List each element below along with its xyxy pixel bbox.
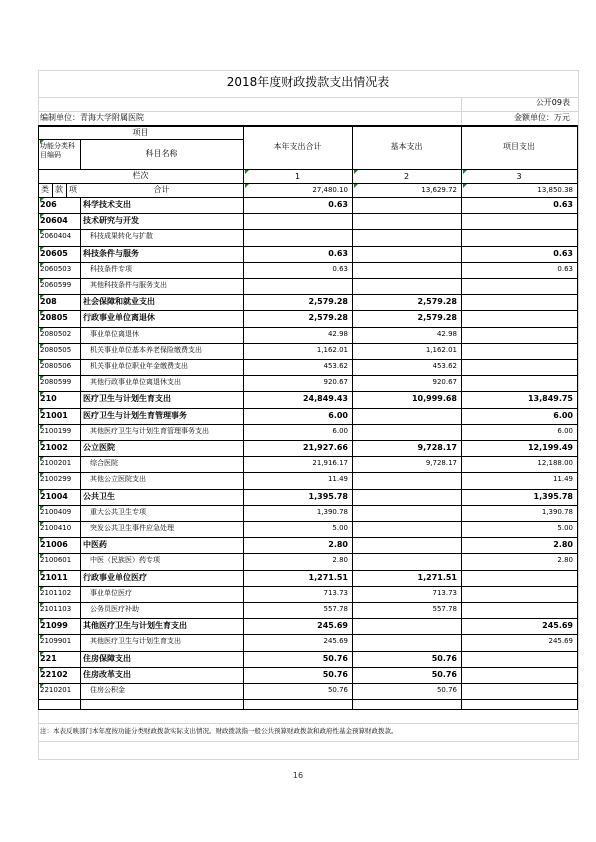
row-divider	[38, 327, 578, 328]
sum-label: 合计	[153, 185, 170, 194]
row-divider	[38, 489, 578, 490]
table-bottom-border	[38, 709, 578, 710]
row-basic: 1,162.01	[425, 346, 457, 354]
cell-marker	[40, 344, 44, 348]
row-basic: 453.62	[432, 362, 457, 370]
cell-marker	[463, 184, 467, 188]
row-divider	[38, 391, 578, 392]
row-subject-name: 住房保障支出	[83, 654, 131, 663]
grid-line	[38, 111, 578, 112]
header-project: 项目	[132, 128, 149, 137]
amount-unit: 金额单位：万元	[514, 113, 570, 122]
row-code: 2100410	[40, 524, 72, 532]
row-divider	[38, 375, 578, 376]
cell-marker	[40, 619, 44, 623]
cell-marker	[40, 506, 44, 510]
cell-marker	[40, 571, 44, 575]
row-total: 2.80	[332, 556, 348, 564]
row-project: 6.00	[557, 427, 573, 435]
row-divider	[38, 602, 578, 603]
row-subject-name: 机关事业单位基本养老保险缴费支出	[90, 346, 202, 354]
row-divider	[38, 651, 578, 652]
row-code: 21002	[40, 443, 68, 452]
row-total: 1,395.78	[308, 492, 348, 501]
row-subject-name: 行政事业单位医疗	[83, 573, 147, 582]
cell-marker	[40, 230, 44, 234]
grid-line	[38, 741, 578, 742]
grid-bottom-edge	[38, 759, 578, 760]
row-code: 20604	[40, 216, 68, 225]
row-subject-name: 突发公共卫生事件应急处理	[90, 524, 174, 532]
row-total: 21,916.17	[312, 459, 348, 467]
row-project: 1,390.78	[541, 508, 573, 516]
cell-marker	[40, 457, 44, 461]
header-kuan: 款	[55, 185, 63, 194]
grid-line	[461, 97, 462, 125]
row-code: 221	[40, 654, 57, 663]
row-divider	[38, 456, 578, 457]
row-basic: 920.67	[432, 378, 457, 386]
row-subject-name: 住房公积金	[90, 686, 125, 694]
row-total: 2.80	[328, 540, 348, 549]
row-divider	[38, 505, 578, 506]
row-code: 21004	[40, 492, 68, 501]
row-code: 2060503	[40, 265, 72, 273]
row-project: 2.80	[553, 540, 573, 549]
row-subject-name: 技术研究与开发	[83, 216, 139, 225]
row-basic: 1,271.51	[417, 573, 457, 582]
header-line	[38, 183, 578, 184]
row-subject-name: 机关事业单位职业年金缴费支出	[90, 362, 188, 370]
cell-marker	[40, 214, 44, 218]
row-code: 2100201	[40, 459, 72, 467]
row-divider	[38, 294, 578, 295]
row-project: 5.00	[557, 524, 573, 532]
row-total: 453.62	[323, 362, 348, 370]
row-project: 11.49	[552, 475, 573, 483]
row-subject-name: 中医药	[83, 540, 107, 549]
row-basic: 50.76	[436, 686, 457, 694]
cell-marker	[40, 263, 44, 267]
row-total: 42.98	[327, 330, 348, 338]
row-divider	[38, 553, 578, 554]
cell-marker	[40, 279, 44, 283]
cell-marker	[40, 473, 44, 477]
row-subject-name: 公立医院	[83, 443, 115, 452]
row-total: 0.63	[332, 265, 348, 273]
cell-marker	[40, 522, 44, 526]
row-code: 206	[40, 200, 57, 209]
row-code: 2080502	[40, 330, 72, 338]
row-code: 2100199	[40, 427, 72, 435]
row-subject-name: 事业单位离退休	[90, 330, 139, 338]
header-total: 本年支出合计	[273, 142, 322, 151]
row-divider	[38, 618, 578, 619]
row-subject-name: 其他行政事业单位离退休支出	[90, 378, 181, 386]
row-code: 2101103	[40, 605, 72, 613]
row-code: 2100299	[40, 475, 72, 483]
row-total: 2,579.28	[308, 313, 348, 322]
grid-top-edge	[38, 70, 578, 71]
row-subject-name: 公务员医疗补助	[90, 605, 139, 613]
row-subject-name: 其他医疗卫生与计划生育支出	[83, 621, 187, 630]
row-subject-name: 科技条件与服务	[83, 249, 139, 258]
row-basic: 50.76	[431, 670, 457, 679]
row-total: 0.63	[328, 249, 348, 258]
row-total: 5.00	[332, 524, 348, 532]
row-total: 245.69	[323, 637, 348, 645]
row-subject-name: 其他医疗卫生与计划生育支出	[90, 637, 181, 645]
row-code: 2080506	[40, 362, 72, 370]
cell-marker	[40, 311, 44, 315]
row-code: 2060599	[40, 281, 72, 289]
cell-marker	[354, 170, 358, 174]
cell-marker	[40, 360, 44, 364]
cell-marker	[40, 635, 44, 639]
sheet-title: 2018年度财政拨款支出情况表	[226, 75, 390, 89]
row-code: 2109901	[40, 637, 72, 645]
row-project: 245.69	[548, 637, 573, 645]
row-code: 2080599	[40, 378, 72, 386]
row-code: 21011	[40, 573, 68, 582]
row-code: 2100601	[40, 556, 72, 564]
row-project: 12,199.49	[527, 443, 573, 452]
cell-marker	[40, 554, 44, 558]
row-divider	[38, 213, 578, 214]
row-divider	[38, 667, 578, 668]
header-line	[38, 169, 578, 170]
row-subject-name: 其他科技条件与服务支出	[90, 281, 167, 289]
row-subject-name: 其他公立医院支出	[90, 475, 146, 483]
row-total: 557.78	[323, 605, 348, 613]
row-project: 12,188.00	[537, 459, 573, 467]
cell-marker	[40, 684, 44, 688]
cell-marker	[40, 198, 44, 202]
row-total: 1,271.51	[308, 573, 348, 582]
sum-project: 13,850.38	[537, 186, 573, 194]
row-subject-name: 综合医院	[90, 459, 118, 467]
sum-total: 27,480.10	[312, 186, 348, 194]
row-total: 245.69	[317, 621, 348, 630]
row-project: 0.63	[553, 249, 573, 258]
row-divider	[38, 699, 578, 700]
row-divider	[38, 310, 578, 311]
cell-marker	[40, 328, 44, 332]
row-code: 21001	[40, 411, 68, 420]
row-basic: 9,728.17	[425, 459, 457, 467]
row-project: 0.63	[557, 265, 573, 273]
row-divider	[38, 408, 578, 409]
cell-marker	[354, 184, 358, 188]
row-total: 1,390.78	[316, 508, 348, 516]
row-subject-name: 事业单位医疗	[90, 589, 132, 597]
header-func-code: 功能分类科目编码	[40, 142, 75, 160]
row-subject-name: 科技条件专项	[90, 265, 132, 273]
row-code: 21006	[40, 540, 68, 549]
cell-marker	[40, 587, 44, 591]
cell-marker	[40, 652, 44, 656]
table-note: 注：本表反映部门本年度按功能分类财政拨款实际支出情况。财政拨款指一般公共预算财政拨款和政府性基金预算财政拨款。	[40, 727, 398, 735]
row-total: 11.49	[327, 475, 348, 483]
row-basic: 713.73	[432, 589, 457, 597]
row-project: 13,849.75	[527, 394, 573, 403]
cell-marker	[40, 441, 44, 445]
page-number: 16	[292, 771, 304, 780]
header-basic: 基本支出	[390, 142, 423, 151]
row-subject-name: 公共卫生	[83, 492, 115, 501]
row-basic: 9,728.17	[417, 443, 457, 452]
row-basic: 2,579.28	[417, 313, 457, 322]
row-total: 1,162.01	[316, 346, 348, 354]
row-divider	[38, 472, 578, 473]
header-xiang: 项	[69, 185, 77, 194]
row-divider	[38, 537, 578, 538]
row-divider	[38, 229, 578, 230]
row-total: 713.73	[323, 589, 348, 597]
cell-marker	[40, 140, 44, 144]
row-subject-name: 科技成果转化与扩散	[90, 232, 153, 240]
cell-marker	[40, 409, 44, 413]
grid-line	[38, 723, 578, 724]
row-basic: 50.76	[431, 654, 457, 663]
row-total: 50.76	[322, 654, 348, 663]
row-code: 208	[40, 297, 57, 306]
row-divider	[38, 246, 578, 247]
cell-marker	[40, 247, 44, 251]
row-divider	[38, 262, 578, 263]
column-divider	[80, 197, 81, 709]
form-number: 公开09表	[535, 98, 570, 107]
row-divider	[38, 440, 578, 441]
cell-marker	[40, 392, 44, 396]
row-total: 0.63	[328, 200, 348, 209]
row-subject-name: 医疗卫生与计划生育支出	[83, 394, 171, 403]
row-total: 2,579.28	[308, 297, 348, 306]
row-code: 2080505	[40, 346, 72, 354]
row-subject-name: 科学技术支出	[83, 200, 131, 209]
row-subject-name: 重大公共卫生专项	[90, 508, 146, 516]
row-code: 210	[40, 394, 57, 403]
row-subject-name: 社会保障和就业支出	[83, 297, 155, 306]
sum-basic: 13,629.72	[421, 186, 457, 194]
cell-marker	[40, 538, 44, 542]
row-code: 21099	[40, 621, 68, 630]
row-project: 6.00	[553, 411, 573, 420]
row-code: 2210201	[40, 686, 72, 694]
row-subject-name: 中医（民族医）药专项	[90, 556, 160, 564]
row-subject-name: 住房改革支出	[83, 670, 131, 679]
table-top-border	[38, 125, 578, 127]
header-subject-name: 科目名称	[145, 149, 178, 158]
cell-marker	[40, 490, 44, 494]
grid-line	[38, 97, 578, 98]
row-divider	[38, 521, 578, 522]
row-total: 920.67	[323, 378, 348, 386]
cell-marker	[463, 170, 467, 174]
seq-label: 栏次	[132, 171, 149, 180]
row-total: 6.00	[332, 427, 348, 435]
seq-1: 1	[294, 172, 301, 181]
row-divider	[38, 343, 578, 344]
row-divider	[38, 424, 578, 425]
row-code: 2101102	[40, 589, 72, 597]
header-project-exp: 项目支出	[503, 142, 535, 151]
row-basic: 10,999.68	[411, 394, 457, 403]
row-total: 50.76	[327, 686, 348, 694]
row-divider	[38, 683, 578, 684]
row-subject-name: 其他医疗卫生与计划生育管理事务支出	[90, 427, 209, 435]
cell-marker	[40, 425, 44, 429]
header-line	[38, 139, 243, 140]
seq-2: 2	[403, 172, 410, 181]
row-divider	[38, 570, 578, 571]
row-total: 24,849.43	[302, 394, 348, 403]
grid-right-edge	[578, 70, 579, 760]
seq-3: 3	[516, 172, 522, 181]
row-code: 20605	[40, 249, 68, 258]
row-project: 2.80	[557, 556, 573, 564]
row-total: 50.76	[322, 670, 348, 679]
row-code: 22102	[40, 670, 68, 679]
cell-marker	[40, 376, 44, 380]
row-total: 21,927.66	[302, 443, 348, 452]
row-code: 2100409	[40, 508, 72, 516]
cell-marker	[40, 668, 44, 672]
row-divider	[38, 278, 578, 279]
row-project: 245.69	[542, 621, 573, 630]
header-lei: 类	[41, 185, 49, 194]
row-project: 1,395.78	[533, 492, 573, 501]
cell-marker	[40, 295, 44, 299]
row-basic: 2,579.28	[417, 297, 457, 306]
cell-marker	[245, 170, 249, 174]
row-project: 0.63	[553, 200, 573, 209]
row-divider	[38, 359, 578, 360]
row-subject-name: 行政事业单位离退休	[83, 313, 155, 322]
cell-marker	[245, 184, 249, 188]
row-subject-name: 医疗卫生与计划生育管理事务	[83, 411, 187, 420]
header-line	[38, 197, 578, 198]
row-basic: 42.98	[436, 330, 457, 338]
row-code: 20805	[40, 313, 68, 322]
row-total: 6.00	[328, 411, 348, 420]
row-divider	[38, 634, 578, 635]
row-basic: 557.78	[432, 605, 457, 613]
cell-marker	[40, 603, 44, 607]
row-divider	[38, 586, 578, 587]
compiling-unit: 编制单位：青海大学附属医院	[40, 113, 144, 122]
row-code: 2060404	[40, 232, 72, 240]
